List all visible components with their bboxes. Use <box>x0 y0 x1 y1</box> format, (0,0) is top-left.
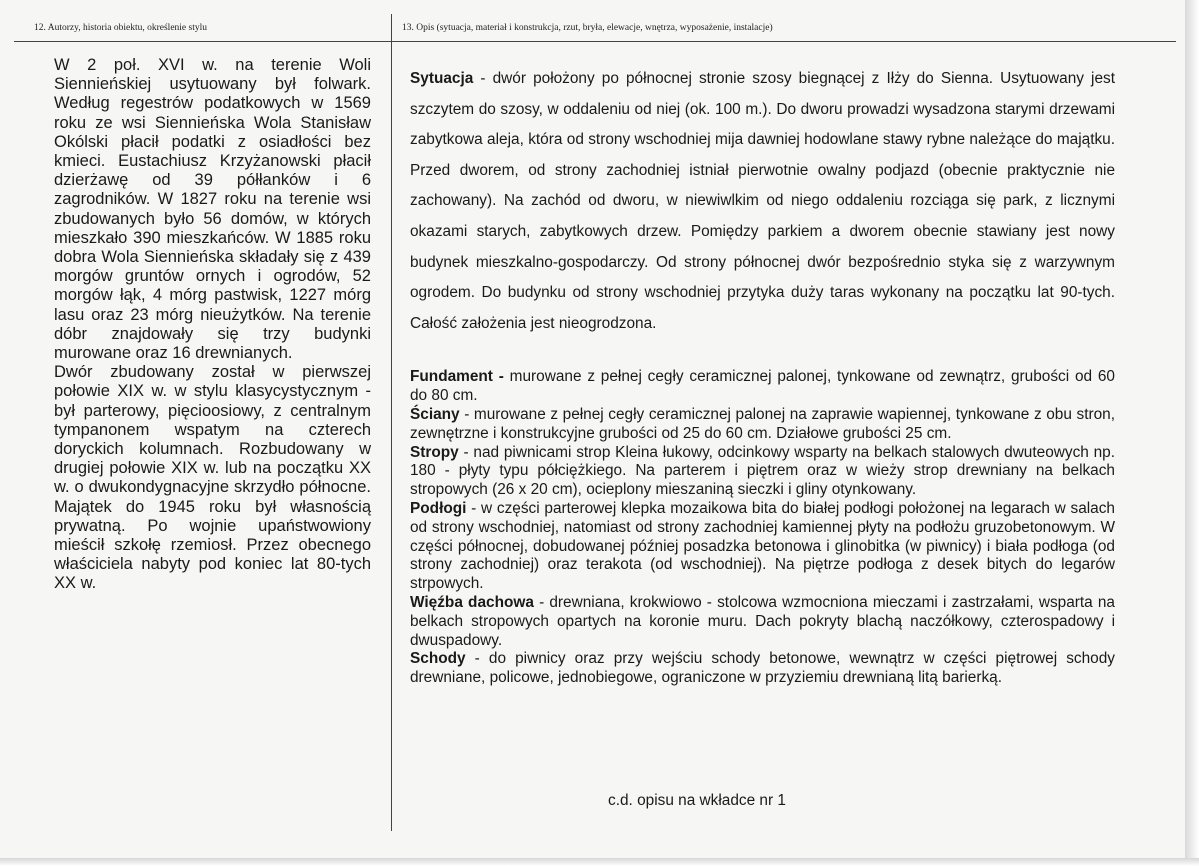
construction-item-foundation <box>410 368 1115 406</box>
column-divider <box>391 14 392 831</box>
item-text: - drewniana, krokwiowo - stolcowa wzmocniona mieczami i zastrzałami, wsparta na belkach stropowych opartych na koronie muru. Dach pokryty blachą naczółkowy, czterospadowy i dwuspadowy. <box>410 593 1115 649</box>
scan-edge-bottom <box>0 858 1199 866</box>
item-label: Schody <box>410 650 466 668</box>
item-label: Fundament - <box>410 368 504 386</box>
item-label: Stropy <box>410 443 459 461</box>
construction-list <box>410 368 1115 688</box>
section-13-header: 13. Opis (sytuacja, materiał i konstrukcja, rzut, bryła, elewacje, wnętrza, wyposażenie, instalacje) <box>402 23 773 33</box>
construction-item-stairs <box>410 650 1115 688</box>
history-column <box>54 56 371 594</box>
item-label: Ściany <box>410 405 460 423</box>
history-paragraph: Dwór zbudowany został w pierwszej połowie XIX w. w stylu klasycystycznym - był parterowy, pięcioosiowy, z centralnym tympanonem wspatym na czterech doryckich kolumnach. Rozbudowany w drugiej połowie XIX w. lub na początku XX w. o dwukondygnacyjne skrzydło północne. Majątek do 1945 roku był własnością prywatną. Po wojnie upaństwowiony mieścił szkołę rzemiosł. Przez obecnego właściciela nabyty pod koniec lat 80-tych XX w. <box>54 363 371 593</box>
item-text: - murowane z pełnej cegły ceramicznej palonej na zaprawie wapiennej, tynkowane z obu stron, zewnętrzne i konstrukcyjne grubości od 25 do 60 cm. Działowe grubości 25 cm. <box>410 405 1115 442</box>
description-column <box>410 64 1115 688</box>
construction-item-walls <box>410 406 1115 444</box>
construction-item-floors <box>410 500 1115 594</box>
situation-text: - dwór położony po północnej stronie szosy biegnącej z Iłży do Sienna. Usytuowany jest szczytem do szosy, w oddaleniu od niej (ok. 100 m.). Do dworu prowadzi wysadzona starymi drzewami zabytkowa aleja, która od strony wschodniej mija dawniej hodowlane stawy rybne należące do majątku. Przed dworem, od strony zachodniej istniał pierwotnie owalny podjazd (obecnie praktycznie nie zachowany). Na zachód od dworu, w niewiwlkim od niego oddaleniu rozciąga się park, z licznymi okazami starych, zabytkowych drzew. Pomiędzy parkiem a dworem obecnie stawiany jest nowy budynek mieszkalno-gospodarczy. Od strony północnej dwór bezpośrednio styka się z warzywnym ogrodem. Do budynku od strony wschodniej przytyka duży taras wykonany na początku lat 90-tych. Całość założenia jest nieogrodzona. <box>410 70 1115 332</box>
construction-item-roof-truss <box>410 594 1115 650</box>
situation-label: Sytuacja <box>410 70 474 87</box>
item-text: - nad piwnicami strop Kleina łukowy, odcinkowy wsparty na belkach stalowych dwuteowych np. 180 - płyty typu półciężkiego. Na parterem i piętrem oraz w wieży strop drewniany na belkach stropowych (26 x 20 cm), ocieplony mieszaniną sieczki i gliny otynkowany. <box>410 443 1115 499</box>
history-paragraph: W 2 poł. XVI w. na terenie Woli Siennieńskiej usytuowany był folwark. Według regestrów podatkowych w 1569 roku ze wsi Siennieńska Wola Stanisław Okólski płacił podatki z osiadłości bez kmieci. Eustachiusz Krzyżanowski płacił dzierżawę od 39 półłanków i 6 zagrodników. W 1827 roku na terenie wsi zbudowanych było 56 domów, w których mieszkało 390 mieszkańców. W 1885 roku dobra Wola Siennieńska składały się z 439 morgów gruntów ornych i ogrodów, 52 morgów łąk, 4 mórg pastwisk, 1227 mórg lasu oraz 23 mórg nieużytków. Na terenie dóbr znajdowały się trzy budynki murowane oraz 16 drewnianych. <box>54 56 371 363</box>
continuation-note: c.d. opisu na wkładce nr 1 <box>608 792 786 809</box>
header-rule <box>14 41 1176 42</box>
item-text: murowane z pełnej cegły ceramicznej palonej, tynkowane od zewnątrz, grubości od 60 do 80 cm. <box>410 368 1115 405</box>
section-12-header: 12. Autorzy, historia obiektu, określenie stylu <box>34 23 207 33</box>
situation-paragraph <box>410 64 1115 339</box>
item-label: Podłogi <box>410 499 467 517</box>
item-text: - w części parterowej klepka mozaikowa bita do białej podłogi położonej na legarach w salach od strony wschodniej, natomiast od strony zachodniej kamiennej płyty na podłożu gruzobetonowym. W części północnej, dobudowanej później posadzka betonowa i glinobitka (w piwnicy) i biała podłoga (od strony zachodniej) oraz terakota (od wschodniej). Na piętrze podłoga z desek bitych do legarów strpowych. <box>410 499 1115 593</box>
item-label: Więźba dachowa <box>410 593 534 611</box>
item-text: - do piwnicy oraz przy wejściu schody betonowe, wewnątrz w części piętrowej schody drewniane, policowe, jednobiegowe, ograniczone w przyziemiu drewnianą litą barierką. <box>410 650 1115 687</box>
scan-edge-right <box>1185 0 1199 866</box>
construction-item-ceilings <box>410 444 1115 500</box>
